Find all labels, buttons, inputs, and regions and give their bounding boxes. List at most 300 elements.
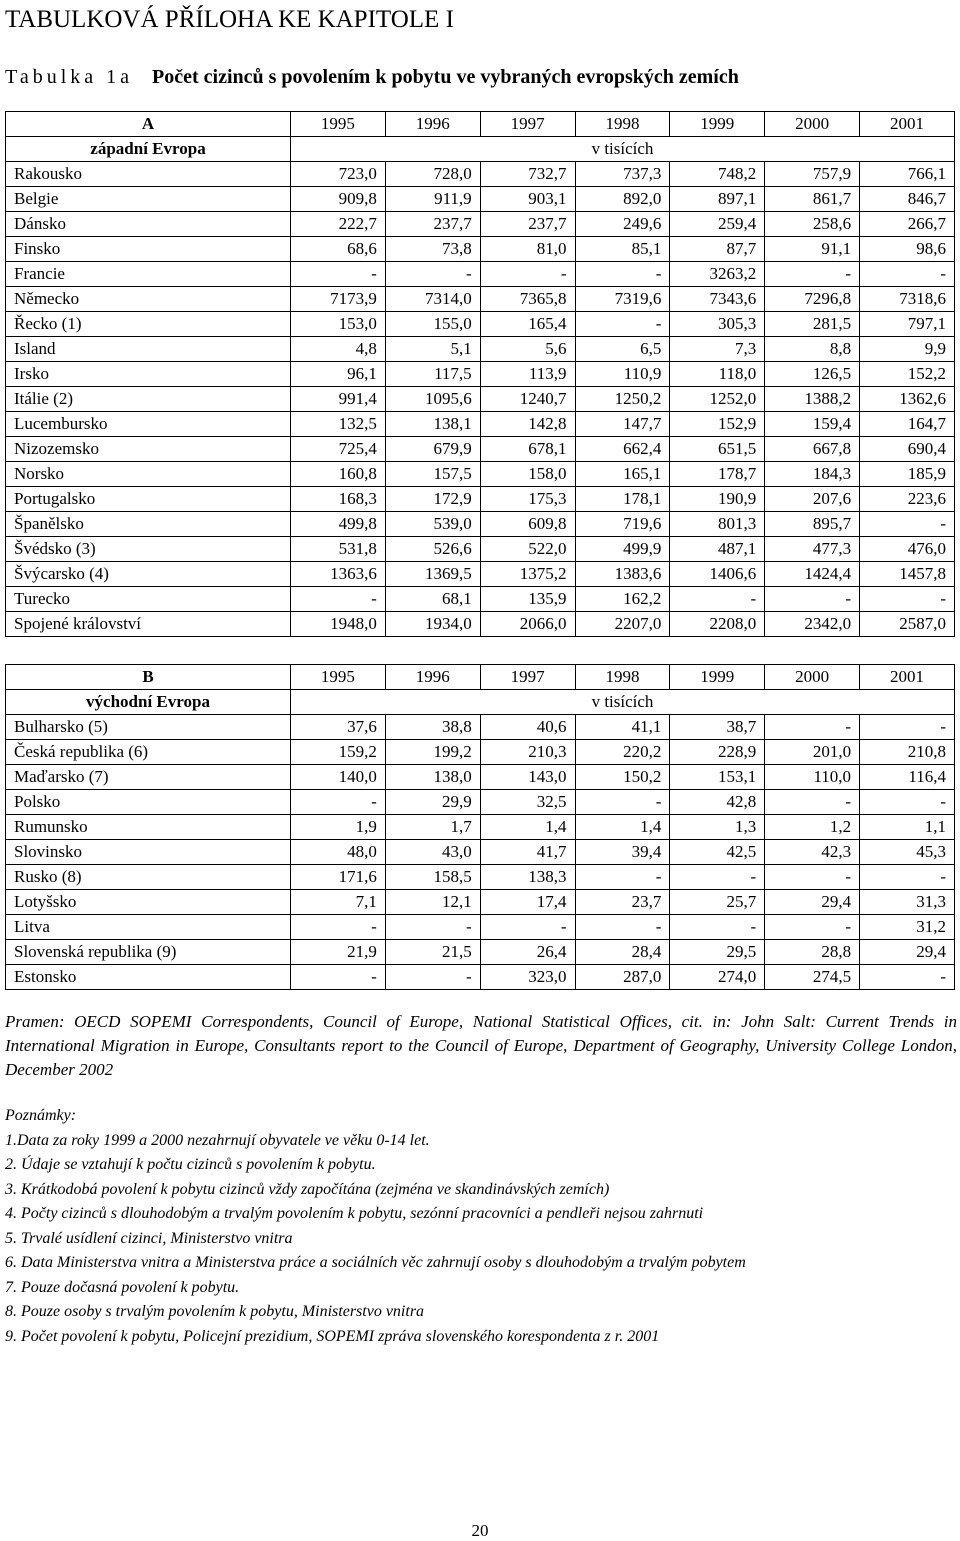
table-cell-value: 23,7 xyxy=(575,890,670,915)
table-cell-value: - xyxy=(575,915,670,940)
page-number: 20 xyxy=(471,1521,489,1540)
table-cell-value: 5,1 xyxy=(385,337,480,362)
note-item: 8. Pouze osoby s trvalým povolením k pobytu, Ministerstvo vnitra xyxy=(5,1303,425,1320)
table-cell-value: 2208,0 xyxy=(670,612,765,637)
table-cell-value: 1457,8 xyxy=(860,562,955,587)
table-cell-value: 117,5 xyxy=(385,362,480,387)
year-header: 1995 xyxy=(291,112,386,137)
table-row xyxy=(6,312,955,337)
page-title: TABULKOVÁ PŘÍLOHA KE KAPITOLE I xyxy=(5,6,454,33)
table-cell-value: 861,7 xyxy=(765,187,860,212)
table-cell-value: 31,3 xyxy=(860,890,955,915)
table-cell-value: 679,9 xyxy=(385,437,480,462)
table-cell-value: 17,4 xyxy=(480,890,575,915)
note-item: 5. Trvalé usídlení cizinci, Ministerstvo vnitra xyxy=(5,1229,293,1247)
table-row xyxy=(6,815,955,840)
table-cell-value: 487,1 xyxy=(670,537,765,562)
table-cell-value: 42,5 xyxy=(670,840,765,865)
table-cell-value: 21,5 xyxy=(385,940,480,965)
table-cell-value: 5,6 xyxy=(480,337,575,362)
table-cell-value: 113,9 xyxy=(480,362,575,387)
table-cell-value: 723,0 xyxy=(291,162,386,187)
table-cell-value: - xyxy=(385,262,480,287)
table-cell-value: 28,8 xyxy=(765,940,860,965)
source-note: Pramen: OECD SOPEMI Correspondents, Council of Europe, National Statistical Offices, cit. in: John Salt: Current Trends in International Migration in Europe, Consultants report to the Council of Europe, Department of Geography, University College London, December 2002 xyxy=(5,1012,957,1079)
table-cell-value: 323,0 xyxy=(480,965,575,990)
table-cell-value: 98,6 xyxy=(860,237,955,262)
table-cell-value: 895,7 xyxy=(765,512,860,537)
table-row xyxy=(6,940,955,965)
table-cell-value: - xyxy=(765,715,860,740)
table-cell-value: 32,5 xyxy=(480,790,575,815)
country-name: Norsko xyxy=(6,462,291,487)
table-cell-value: 25,7 xyxy=(670,890,765,915)
table-cell-value: 274,5 xyxy=(765,965,860,990)
table-section-letter: B xyxy=(6,665,291,690)
table-cell-value: 7365,8 xyxy=(480,287,575,312)
table-cell-value: 153,0 xyxy=(291,312,386,337)
country-name: Lotyšsko xyxy=(6,890,291,915)
table-cell-value: 2587,0 xyxy=(860,612,955,637)
country-name: Francie xyxy=(6,262,291,287)
table-cell-value: 531,8 xyxy=(291,537,386,562)
table-cell-value: 7296,8 xyxy=(765,287,860,312)
table-cell-value: 185,9 xyxy=(860,462,955,487)
table-cell-value: 766,1 xyxy=(860,162,955,187)
table-cell-value: 81,0 xyxy=(480,237,575,262)
table-cell-value: 210,8 xyxy=(860,740,955,765)
table-cell-value: - xyxy=(860,715,955,740)
table-western-europe-body xyxy=(6,112,955,637)
table-cell-value: 903,1 xyxy=(480,187,575,212)
note-item: 4. Počty cizinců s dlouhodobým a trvalým povolením k pobytu, sezónní pracovníci a pendleři nejsou zahrnuti xyxy=(5,1205,704,1222)
table-row xyxy=(6,287,955,312)
table-cell-value: 29,4 xyxy=(860,940,955,965)
table-cell-value: 1,7 xyxy=(385,815,480,840)
table-cell-value: - xyxy=(765,262,860,287)
table-cell-value: 73,8 xyxy=(385,237,480,262)
table-row xyxy=(6,162,955,187)
table-cell-value: - xyxy=(860,587,955,612)
table-cell-value: 3263,2 xyxy=(670,262,765,287)
table-cell-value: 21,9 xyxy=(291,940,386,965)
note-item: 2. Údaje se vztahují k počtu cizinců s povolením k pobytu. xyxy=(5,1156,376,1173)
unit-label: v tisících xyxy=(291,690,955,715)
table-row xyxy=(6,587,955,612)
table-cell-value: 26,4 xyxy=(480,940,575,965)
table-cell-value: 138,1 xyxy=(385,412,480,437)
table-cell-value: 118,0 xyxy=(670,362,765,387)
table-cell-value: 737,3 xyxy=(575,162,670,187)
table-row xyxy=(6,387,955,412)
table-cell-value: 110,9 xyxy=(575,362,670,387)
table-cell-value: 499,8 xyxy=(291,512,386,537)
table-cell-value: 7318,6 xyxy=(860,287,955,312)
table-cell-value: 158,5 xyxy=(385,865,480,890)
table-cell-value: 41,1 xyxy=(575,715,670,740)
country-name: Rusko (8) xyxy=(6,865,291,890)
table-header-years-row xyxy=(6,112,955,137)
table-cell-value: - xyxy=(670,915,765,940)
year-header: 1996 xyxy=(385,112,480,137)
table-row xyxy=(6,412,955,437)
table-cell-value: 846,7 xyxy=(860,187,955,212)
table-row xyxy=(6,765,955,790)
table-cell-value: 45,3 xyxy=(860,840,955,865)
table-header-unit-row xyxy=(6,137,955,162)
table-cell-value: 725,4 xyxy=(291,437,386,462)
table-cell-value: 152,2 xyxy=(860,362,955,387)
country-name: Nizozemsko xyxy=(6,437,291,462)
table-cell-value: 1,4 xyxy=(575,815,670,840)
table-cell-value: - xyxy=(480,915,575,940)
table-cell-value: 68,1 xyxy=(385,587,480,612)
table-cell-value: 126,5 xyxy=(765,362,860,387)
table-cell-value: 96,1 xyxy=(291,362,386,387)
table-cell-value: 2066,0 xyxy=(480,612,575,637)
table-cell-value: 116,4 xyxy=(860,765,955,790)
table-cell-value: - xyxy=(670,587,765,612)
country-name: Česká republika (6) xyxy=(6,740,291,765)
table-cell-value: 1406,6 xyxy=(670,562,765,587)
table-cell-value: 911,9 xyxy=(385,187,480,212)
country-name: Rumunsko xyxy=(6,815,291,840)
notes-list xyxy=(5,1129,960,1350)
table-row xyxy=(6,262,955,287)
table-cell-value: 1369,5 xyxy=(385,562,480,587)
table-eastern-europe-body xyxy=(6,665,955,990)
table-cell-value: 147,7 xyxy=(575,412,670,437)
table-cell-value: 237,7 xyxy=(480,212,575,237)
table-cell-value: 85,1 xyxy=(575,237,670,262)
country-name: Slovenská republika (9) xyxy=(6,940,291,965)
table-cell-value: - xyxy=(575,865,670,890)
table-row xyxy=(6,237,955,262)
table-cell-value: 228,9 xyxy=(670,740,765,765)
country-name: Španělsko xyxy=(6,512,291,537)
table-cell-value: 662,4 xyxy=(575,437,670,462)
table-cell-value: 7314,0 xyxy=(385,287,480,312)
table-cell-value: 1095,6 xyxy=(385,387,480,412)
table-section-letter: A xyxy=(6,112,291,137)
year-header: 1998 xyxy=(575,665,670,690)
table-cell-value: 274,0 xyxy=(670,965,765,990)
table-row xyxy=(6,562,955,587)
table-cell-value: 7343,6 xyxy=(670,287,765,312)
table-cell-value: - xyxy=(860,965,955,990)
country-name: Rakousko xyxy=(6,162,291,187)
table-cell-value: 158,0 xyxy=(480,462,575,487)
table-cell-value: 31,2 xyxy=(860,915,955,940)
country-name: Bulharsko (5) xyxy=(6,715,291,740)
table-cell-value: 87,7 xyxy=(670,237,765,262)
table-cell-value: 168,3 xyxy=(291,487,386,512)
year-header: 2001 xyxy=(860,112,955,137)
table-cell-value: 732,7 xyxy=(480,162,575,187)
table-cell-value: - xyxy=(291,915,386,940)
table-cell-value: 667,8 xyxy=(765,437,860,462)
table-cell-value: 175,3 xyxy=(480,487,575,512)
table-cell-value: 150,2 xyxy=(575,765,670,790)
note-item: 1.Data za roky 1999 a 2000 nezahrnují obyvatele ve věku 0-14 let. xyxy=(5,1131,430,1149)
table-cell-value: 991,4 xyxy=(291,387,386,412)
country-name: Belgie xyxy=(6,187,291,212)
table-cell-value: 4,8 xyxy=(291,337,386,362)
table-cell-value: 8,8 xyxy=(765,337,860,362)
table-cell-value: 1,2 xyxy=(765,815,860,840)
table-cell-value: 305,3 xyxy=(670,312,765,337)
table-row xyxy=(6,337,955,362)
table-row xyxy=(6,212,955,237)
note-item: 6. Data Ministerstva vnitra a Ministerstva práce a sociálních věc zahrnují osoby s dlouhodobým a trvalým pobytem xyxy=(5,1254,746,1271)
table-cell-value: - xyxy=(291,587,386,612)
unit-label: v tisících xyxy=(291,137,955,162)
country-name: Spojené království xyxy=(6,612,291,637)
table-cell-value: 7173,9 xyxy=(291,287,386,312)
table-row xyxy=(6,437,955,462)
year-header: 1996 xyxy=(385,665,480,690)
table-cell-value: 39,4 xyxy=(575,840,670,865)
table-region-label: západní Evropa xyxy=(6,137,291,162)
table-cell-value: 2342,0 xyxy=(765,612,860,637)
table-eastern-europe xyxy=(5,664,955,990)
table-cell-value: 28,4 xyxy=(575,940,670,965)
table-row xyxy=(6,612,955,637)
table-row xyxy=(6,840,955,865)
country-name: Německo xyxy=(6,287,291,312)
table-cell-value: 162,2 xyxy=(575,587,670,612)
table-cell-value: 68,6 xyxy=(291,237,386,262)
table-cell-value: 138,0 xyxy=(385,765,480,790)
table-cell-value: 237,7 xyxy=(385,212,480,237)
table-cell-value: 91,1 xyxy=(765,237,860,262)
table-cell-value: - xyxy=(291,262,386,287)
table-cell-value: 7319,6 xyxy=(575,287,670,312)
table-cell-value: 42,8 xyxy=(670,790,765,815)
country-name: Turecko xyxy=(6,587,291,612)
table-header-years-row xyxy=(6,665,955,690)
table-cell-value: - xyxy=(575,790,670,815)
table-cell-value: 9,9 xyxy=(860,337,955,362)
table-cell-value: - xyxy=(291,790,386,815)
table-cell-value: 178,1 xyxy=(575,487,670,512)
country-name: Irsko xyxy=(6,362,291,387)
table-cell-value: - xyxy=(575,312,670,337)
table-cell-value: 207,6 xyxy=(765,487,860,512)
table-cell-value: 281,5 xyxy=(765,312,860,337)
table-cell-value: 728,0 xyxy=(385,162,480,187)
table-row xyxy=(6,790,955,815)
table-cell-value: - xyxy=(765,915,860,940)
country-name: Estonsko xyxy=(6,965,291,990)
table-cell-value: 48,0 xyxy=(291,840,386,865)
table-row xyxy=(6,187,955,212)
country-name: Itálie (2) xyxy=(6,387,291,412)
country-name: Maďarsko (7) xyxy=(6,765,291,790)
table-cell-value: 160,8 xyxy=(291,462,386,487)
table-cell-value: 190,9 xyxy=(670,487,765,512)
table-cell-value: 909,8 xyxy=(291,187,386,212)
table-caption xyxy=(5,66,739,89)
table-cell-value: 38,8 xyxy=(385,715,480,740)
table-cell-value: 1383,6 xyxy=(575,562,670,587)
table-cell-value: 220,2 xyxy=(575,740,670,765)
table-row xyxy=(6,965,955,990)
table-cell-value: 2207,0 xyxy=(575,612,670,637)
table-cell-value: 1948,0 xyxy=(291,612,386,637)
table-cell-value: 171,6 xyxy=(291,865,386,890)
table-cell-value: 797,1 xyxy=(860,312,955,337)
table-cell-value: 222,7 xyxy=(291,212,386,237)
notes-heading: Poznámky: xyxy=(5,1107,77,1124)
table-cell-value: 178,7 xyxy=(670,462,765,487)
table-cell-value: 259,4 xyxy=(670,212,765,237)
table-cell-value: 1250,2 xyxy=(575,387,670,412)
table-cell-value: 157,5 xyxy=(385,462,480,487)
table-cell-value: 135,9 xyxy=(480,587,575,612)
table-cell-value: 29,5 xyxy=(670,940,765,965)
table-cell-value: 1,4 xyxy=(480,815,575,840)
table-cell-value: - xyxy=(860,262,955,287)
table-cell-value: 155,0 xyxy=(385,312,480,337)
table-cell-value: 12,1 xyxy=(385,890,480,915)
year-header: 2001 xyxy=(860,665,955,690)
table-cell-value: 1252,0 xyxy=(670,387,765,412)
country-name: Island xyxy=(6,337,291,362)
country-name: Švýcarsko (4) xyxy=(6,562,291,587)
table-cell-value: 1424,4 xyxy=(765,562,860,587)
table-cell-value: 258,6 xyxy=(765,212,860,237)
table-cell-value: 6,5 xyxy=(575,337,670,362)
table-cell-value: 40,6 xyxy=(480,715,575,740)
table-cell-value: - xyxy=(385,965,480,990)
table-cell-value: 37,6 xyxy=(291,715,386,740)
table-cell-value: 143,0 xyxy=(480,765,575,790)
table-cell-value: 1240,7 xyxy=(480,387,575,412)
table-cell-value: 153,1 xyxy=(670,765,765,790)
table-cell-value: 499,9 xyxy=(575,537,670,562)
table-cell-value: 748,2 xyxy=(670,162,765,187)
table-row xyxy=(6,890,955,915)
table-cell-value: 138,3 xyxy=(480,865,575,890)
table-cell-value: 164,7 xyxy=(860,412,955,437)
table-cell-value: 1388,2 xyxy=(765,387,860,412)
table-cell-value: 1,3 xyxy=(670,815,765,840)
table-row xyxy=(6,537,955,562)
country-name: Dánsko xyxy=(6,212,291,237)
table-cell-value: 41,7 xyxy=(480,840,575,865)
table-cell-value: 223,6 xyxy=(860,487,955,512)
country-name: Polsko xyxy=(6,790,291,815)
table-cell-value: - xyxy=(291,965,386,990)
table-cell-value: 172,9 xyxy=(385,487,480,512)
note-item: 7. Pouze dočasná povolení k pobytu. xyxy=(5,1278,240,1296)
year-header: 2000 xyxy=(765,112,860,137)
notes-block xyxy=(5,1104,960,1349)
table-cell-value: 142,8 xyxy=(480,412,575,437)
table-cell-value: 1363,6 xyxy=(291,562,386,587)
table-cell-value: 7,3 xyxy=(670,337,765,362)
table-cell-value: 1934,0 xyxy=(385,612,480,637)
year-header: 1995 xyxy=(291,665,386,690)
table-cell-value: 165,4 xyxy=(480,312,575,337)
country-name: Portugalsko xyxy=(6,487,291,512)
year-header: 1999 xyxy=(670,112,765,137)
table-cell-value: - xyxy=(575,262,670,287)
table-cell-value: 29,9 xyxy=(385,790,480,815)
table-cell-value: 476,0 xyxy=(860,537,955,562)
year-header: 1997 xyxy=(480,665,575,690)
table-row xyxy=(6,740,955,765)
table-row xyxy=(6,865,955,890)
year-header: 2000 xyxy=(765,665,860,690)
table-caption-title: Počet cizinců s povolením k pobytu ve vybraných evropských zemích xyxy=(152,66,739,88)
table-cell-value: 719,6 xyxy=(575,512,670,537)
country-name: Lucembursko xyxy=(6,412,291,437)
year-header: 1998 xyxy=(575,112,670,137)
year-header: 1999 xyxy=(670,665,765,690)
table-cell-value: - xyxy=(765,865,860,890)
table-cell-value: 1,9 xyxy=(291,815,386,840)
table-cell-value: 522,0 xyxy=(480,537,575,562)
table-cell-value: 678,1 xyxy=(480,437,575,462)
table-cell-value: 43,0 xyxy=(385,840,480,865)
table-western-europe xyxy=(5,111,955,637)
table-cell-value: 892,0 xyxy=(575,187,670,212)
table-cell-value: 165,1 xyxy=(575,462,670,487)
table-row xyxy=(6,462,955,487)
table-cell-value: 266,7 xyxy=(860,212,955,237)
table-cell-value: - xyxy=(765,790,860,815)
table-cell-value: - xyxy=(385,915,480,940)
table-cell-value: 38,7 xyxy=(670,715,765,740)
table-region-label: východní Evropa xyxy=(6,690,291,715)
table-cell-value: - xyxy=(670,865,765,890)
table-cell-value: 757,9 xyxy=(765,162,860,187)
table-cell-value: 201,0 xyxy=(765,740,860,765)
table-cell-value: 140,0 xyxy=(291,765,386,790)
table-cell-value: 801,3 xyxy=(670,512,765,537)
table-cell-value: 42,3 xyxy=(765,840,860,865)
table-row xyxy=(6,915,955,940)
table-cell-value: - xyxy=(480,262,575,287)
table-cell-value: 7,1 xyxy=(291,890,386,915)
table-cell-value: 132,5 xyxy=(291,412,386,437)
table-cell-value: - xyxy=(860,512,955,537)
country-name: Litva xyxy=(6,915,291,940)
table-cell-value: 1,1 xyxy=(860,815,955,840)
table-cell-value: 539,0 xyxy=(385,512,480,537)
table-cell-value: 249,6 xyxy=(575,212,670,237)
country-name: Švédsko (3) xyxy=(6,537,291,562)
country-name: Finsko xyxy=(6,237,291,262)
table-cell-value: 477,3 xyxy=(765,537,860,562)
country-name: Slovinsko xyxy=(6,840,291,865)
table-cell-value: - xyxy=(860,790,955,815)
table-cell-value: 110,0 xyxy=(765,765,860,790)
table-cell-value: 651,5 xyxy=(670,437,765,462)
note-item: 9. Počet povolení k pobytu, Policejní prezidium, SOPEMI zpráva slovenského korespondenta z r. 2001 xyxy=(5,1327,660,1345)
table-cell-value: 159,4 xyxy=(765,412,860,437)
table-header-unit-row xyxy=(6,690,955,715)
table-cell-value: 1362,6 xyxy=(860,387,955,412)
table-cell-value: 609,8 xyxy=(480,512,575,537)
table-cell-value: 210,3 xyxy=(480,740,575,765)
table-cell-value: 29,4 xyxy=(765,890,860,915)
table-row xyxy=(6,715,955,740)
table-cell-value: 199,2 xyxy=(385,740,480,765)
table-cell-value: 690,4 xyxy=(860,437,955,462)
